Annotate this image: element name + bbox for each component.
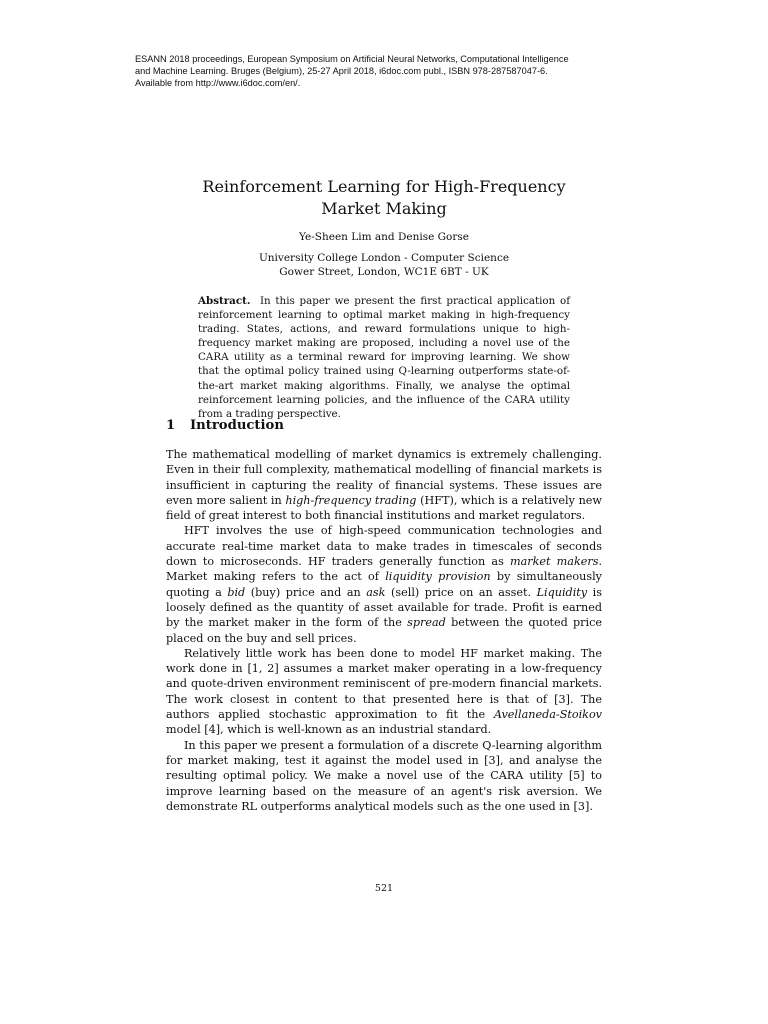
section-title: Introduction [190,418,284,433]
abstract [198,294,570,421]
header-line-3: Available from http://www.i6doc.com/en/. [135,78,301,88]
text-run: In this paper we present a formulation of a discrete Q-learning algorithm for market making, test it against the model used in [3], and analyse the resulting optimal policy. We make a novel use of the CARA utility [5] to improve learning based on the measure of an agent's risk aversion. We demonstrate RL outperforms analytical models such as the one used in [3]. [166,738,602,813]
text-run: The mathematical modelling of market dynamics is extremely challenging. Even in their full complexity, mathematical modelling of financial markets is insufficient in capturing the reality of financial systems. These issues are even more salient in [166,448,602,507]
text-run: (buy) price and an [245,585,367,599]
text-run: model [4], which is well-known as an industrial standard. [166,723,492,737]
text-run: (HFT), which is a relatively new field of great interest to both financial institutions and market regulators. [166,493,602,523]
emphasis: Liquidity [536,585,588,599]
header-line-2: and Machine Learning. Bruges (Belgium), 25-27 April 2018, i6doc.com publ., ISBN 978-287587047-6. [135,66,548,76]
abstract-text: In this paper we present the first practical application of reinforcement learning to optimal market making in high-frequency trading. States, actions, and reward formulations unique to high-frequency market making are proposed, including a novel use of the CARA utility as a terminal reward for improving learning. We show that the optimal policy trained using Q-learning outperforms state-of-the-art market making algorithms. Finally, we analyse the optimal reinforcement learning policies, and the influence of the CARA utility from a trading perspective. [198,295,571,420]
paragraph-3 [166,646,602,738]
header-line-1: ESANN 2018 proceedings, European Symposium on Artificial Neural Networks, Computational Intelligence [135,54,569,64]
section-number: 1 [166,418,176,433]
emphasis: spread [407,616,446,630]
text-run: by simultaneously quoting a [166,570,602,599]
text-run: Relatively little work has been done to model HF market making. The work done in [1, 2] assumes a market maker operating in a low-frequency and quote-driven environment reminiscent of pre-modern financial markets. The work closest in content to that presented here is that of [3]. The authors applied stochastic approximation to fit the [166,646,602,722]
abstract-label: Abstract. [198,295,251,307]
emphasis: Avellaneda-Stoikov [493,708,602,722]
text-run: . Market making refers to the act of [166,555,602,584]
page-number: 521 [374,883,394,894]
paragraph-4 [166,738,602,814]
title-line-2: Market Making [321,199,447,218]
text-run: HFT involves the use of high-speed communication technologies and accurate real-time market data to make trades in timescales of seconds down to microseconds. HF traders generally function as [166,524,602,569]
authors: Ye-Sheen Lim and Denise Gorse [299,231,469,243]
proceedings-header [135,53,635,89]
affiliation-line-1: University College London - Computer Science [258,252,510,264]
text-run: between the quoted price placed on the buy and sell prices. [166,616,602,645]
body-text [166,447,602,814]
paper-title [140,176,628,220]
emphasis: liquidity provision [385,570,491,584]
title-line-1: Reinforcement Learning for High-Frequency [202,177,566,196]
emphasis: bid [227,585,246,599]
text-run: (sell) price on an asset. [385,585,537,599]
text-run: is loosely defined as the quantity of asset available for trade. Profit is earned by the market maker in the form of the [166,585,602,630]
emphasis: high-frequency trading [285,493,417,507]
affiliation [140,251,628,279]
emphasis: market makers [509,555,599,569]
affiliation-line-2: Gower Street, London, WC1E 6BT - UK [279,266,489,278]
paragraph-1 [166,447,602,523]
section-heading [166,418,284,433]
paragraph-2 [166,523,602,645]
emphasis: ask [366,585,386,599]
